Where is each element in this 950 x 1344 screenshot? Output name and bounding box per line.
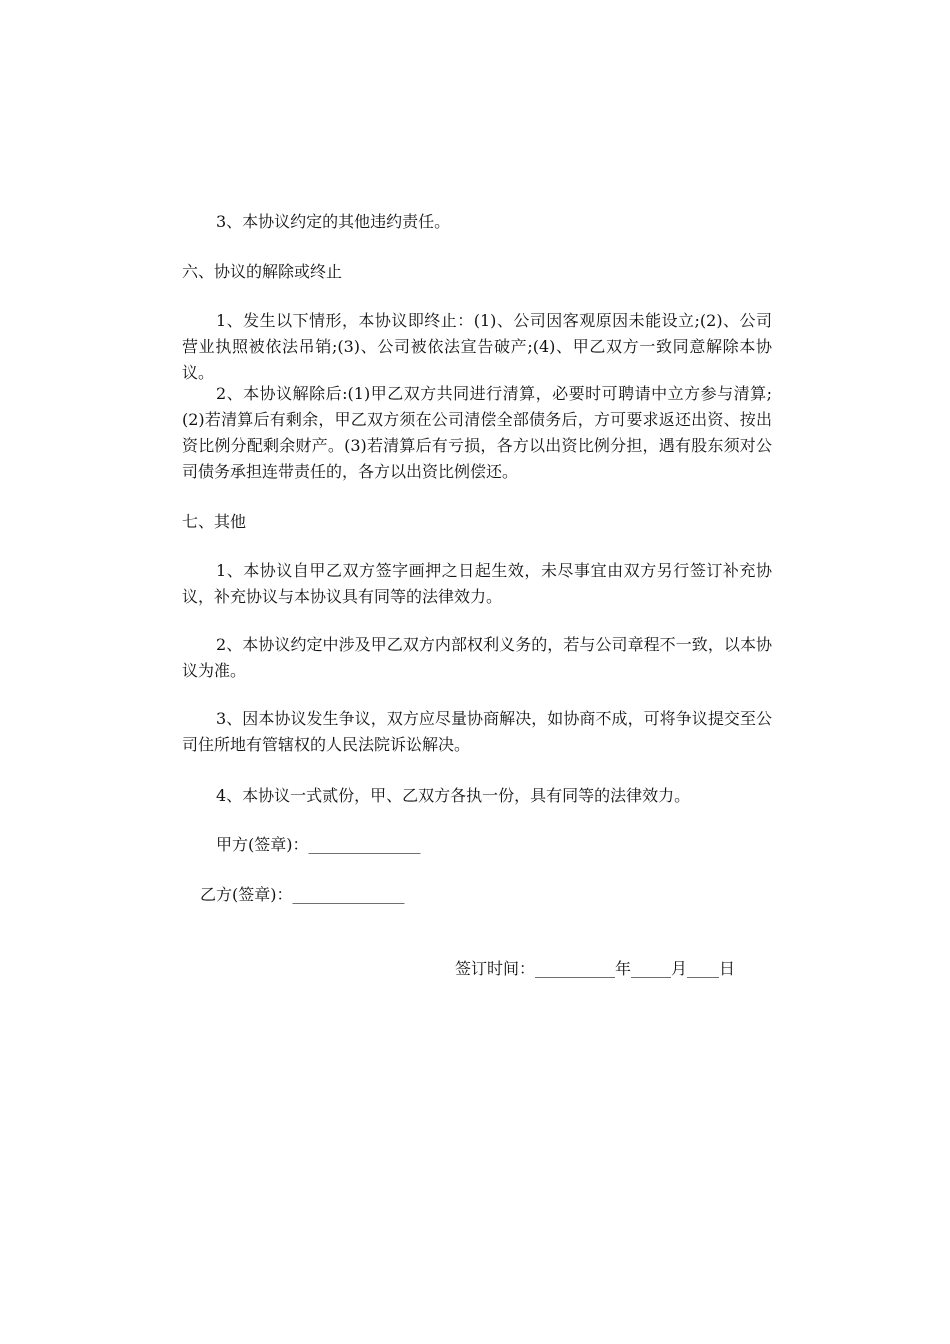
party-b-signature-line: 乙方(签章)：______________ — [200, 885, 405, 904]
section-7-item-2: 2、本协议约定中涉及甲乙双方内部权利义务的，若与公司章程不一致，以本协议为准。 — [182, 635, 772, 680]
section-6-item-1: 1、发生以下情形，本协议即终止：(1)、公司因客观原因未能设立;(2)、公司营业执照被依法吊销;(3)、公司被依法宣告破产;(4)、甲乙双方一致同意解除本协议。 — [182, 311, 772, 382]
breach-item-3: 3、本协议约定的其他违约责任。 — [216, 212, 451, 231]
signing-date-line: 签订时间：__________年_____月____日 — [455, 959, 736, 978]
section-6-heading: 六、协议的解除或终止 — [182, 262, 343, 281]
section-6-item-2: 2、本协议解除后:(1)甲乙双方共同进行清算，必要时可聘请中立方参与清算;(2)若清算后有剩余，甲乙双方须在公司清偿全部债务后，方可要求返还出资、按出资比例分配剩余财产。(3)若清算后有亏损，各方以出资比例分担，遇有股东须对公司债务承担连带责任的，各方以出资比例偿还。 — [182, 384, 772, 481]
section-7-heading: 七、其他 — [182, 512, 247, 531]
section-7-item-1: 1、本协议自甲乙双方签字画押之日起生效，未尽事宜由双方另行签订补充协议，补充协议与本协议具有同等的法律效力。 — [182, 561, 772, 606]
party-a-signature-line: 甲方(签章)：______________ — [216, 835, 421, 854]
section-7-item-4: 4、本协议一式贰份，甲、乙双方各执一份，具有同等的法律效力。 — [216, 786, 691, 805]
section-7-item-3: 3、因本协议发生争议，双方应尽量协商解决，如协商不成，可将争议提交至公司住所地有管辖权的人民法院诉讼解决。 — [182, 709, 772, 754]
